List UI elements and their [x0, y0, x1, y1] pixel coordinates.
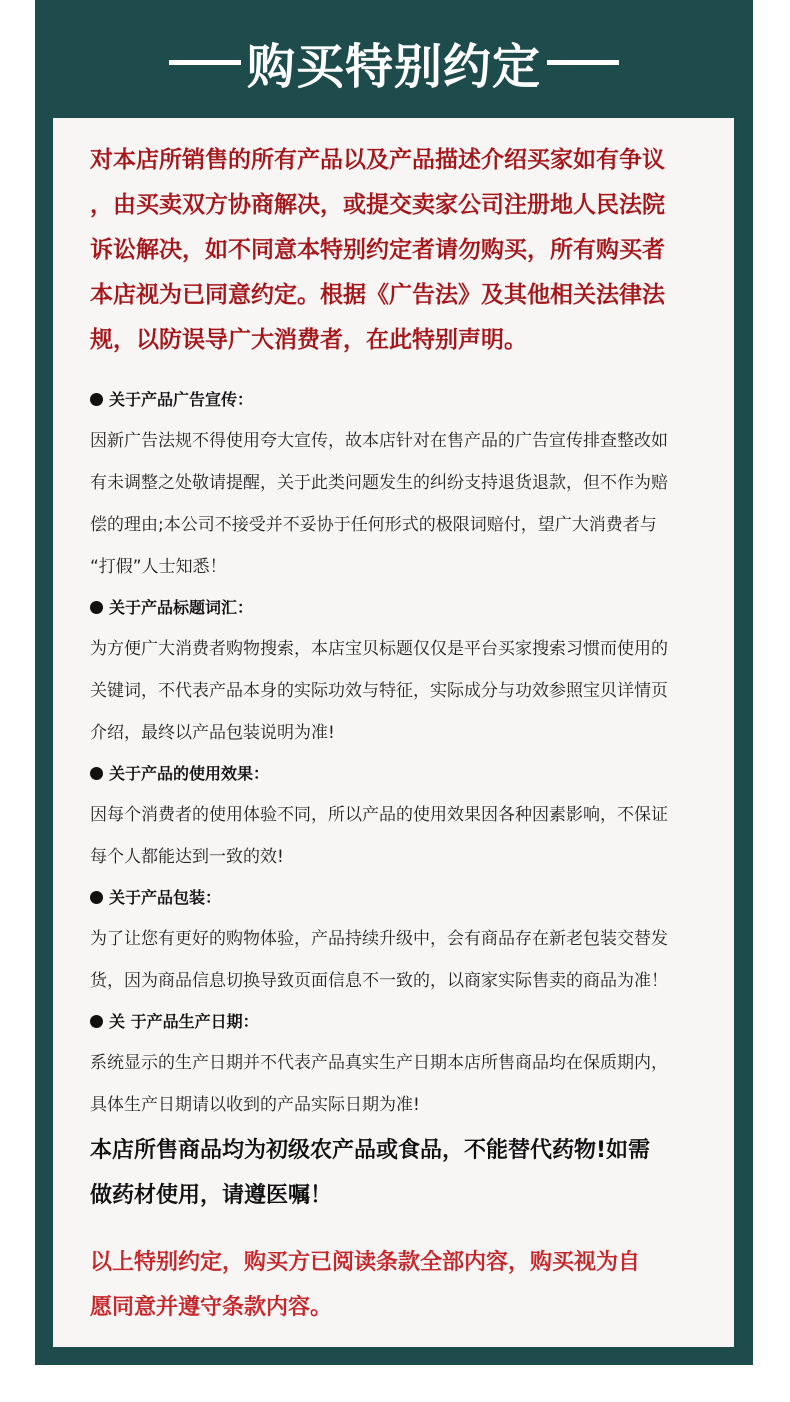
policy-sections — [90, 380, 730, 1126]
closing-line: 愿同意并遵守条款内容。 — [90, 1295, 333, 1320]
title-dash-right — [547, 60, 619, 65]
closing-line: 以上特别约定，购买方已阅读条款全部内容，购买视为自 — [90, 1250, 641, 1275]
section-heading: 关于产品广告宣传： — [90, 380, 730, 420]
bullet-dot-icon — [90, 891, 103, 904]
closing-statement — [90, 1240, 730, 1330]
section-line: 每个人都能达到一致的效! — [90, 847, 284, 867]
section-usage-effect — [90, 754, 730, 878]
section-line: 货，因为商品信息切换导致页面信息不一致的，以商家实际售卖的商品为准！ — [90, 971, 668, 991]
page-title: 购买特别约定 — [246, 38, 541, 95]
section-title-keywords — [90, 588, 730, 754]
section-line: 介绍，最终以产品包装说明为准! — [90, 723, 335, 743]
intro-line: 诉讼解决，如不同意本特别约定者请勿购买，所有购买者 — [90, 237, 665, 263]
section-production-date — [90, 1002, 730, 1126]
section-packaging — [90, 878, 730, 1002]
medical-notice — [90, 1128, 730, 1218]
section-line: 因每个消费者的使用体验不同，所以产品的使用效果因各种因素影响，不保证 — [90, 805, 668, 825]
bullet-dot-icon — [90, 1015, 103, 1028]
bullet-dot-icon — [90, 393, 103, 406]
section-line: 为了让您有更好的购物体验，产品持续升级中，会有商品存在新老包装交替发 — [90, 929, 668, 949]
notice-line: 做药材使用，请遵医嘱！ — [90, 1183, 333, 1208]
bullet-dot-icon — [90, 767, 103, 780]
content-panel — [53, 118, 734, 1347]
intro-line: 规，以防误导广大消费者，在此特别声明。 — [90, 327, 527, 353]
section-heading: 关于产品包装： — [90, 878, 730, 918]
intro-line: 本店视为已同意约定。根据《广告法》及其他相关法律法 — [90, 282, 665, 308]
section-line: 系统显示的生产日期并不代表产品真实生产日期本店所售商品均在保质期内， — [90, 1053, 668, 1073]
section-ad-promotion — [90, 380, 730, 588]
section-line: 因新广告法规不得使用夸大宣传，故本店针对在售产品的广告宣传排查整改如 — [90, 431, 668, 451]
section-heading: 关于产品的使用效果： — [90, 754, 730, 794]
section-heading: 关 于产品生产日期： — [90, 1002, 730, 1042]
section-line: 具体生产日期请以收到的产品实际日期为准! — [90, 1095, 420, 1115]
notice-line: 本店所售商品均为初级农产品或食品，不能替代药物!如需 — [90, 1138, 651, 1163]
intro-statement — [90, 138, 730, 363]
section-heading: 关于产品标题词汇： — [90, 588, 730, 628]
banner-frame — [35, 0, 753, 1365]
intro-line: 对本店所销售的所有产品以及产品描述介绍买家如有争议 — [90, 147, 665, 173]
section-line: 偿的理由;本公司不接受并不妥协于任何形式的极限词赔付，望广大消费者与 — [90, 515, 657, 535]
page-title-row — [35, 22, 753, 102]
title-dash-left — [169, 60, 241, 65]
intro-line: ，由买卖双方协商解决，或提交卖家公司注册地人民法院 — [90, 192, 665, 218]
section-line: 为方便广大消费者购物搜索，本店宝贝标题仅仅是平台买家搜索习惯而使用的 — [90, 639, 668, 659]
section-line: 关键词，不代表产品本身的实际功效与特征，实际成分与功效参照宝贝详情页 — [90, 681, 668, 701]
section-line: “打假”人士知悉！ — [90, 557, 227, 577]
bullet-dot-icon — [90, 601, 103, 614]
section-line: 有未调整之处敬请提醒，关于此类问题发生的纠纷支持退货退款，但不作为赔 — [90, 473, 668, 493]
